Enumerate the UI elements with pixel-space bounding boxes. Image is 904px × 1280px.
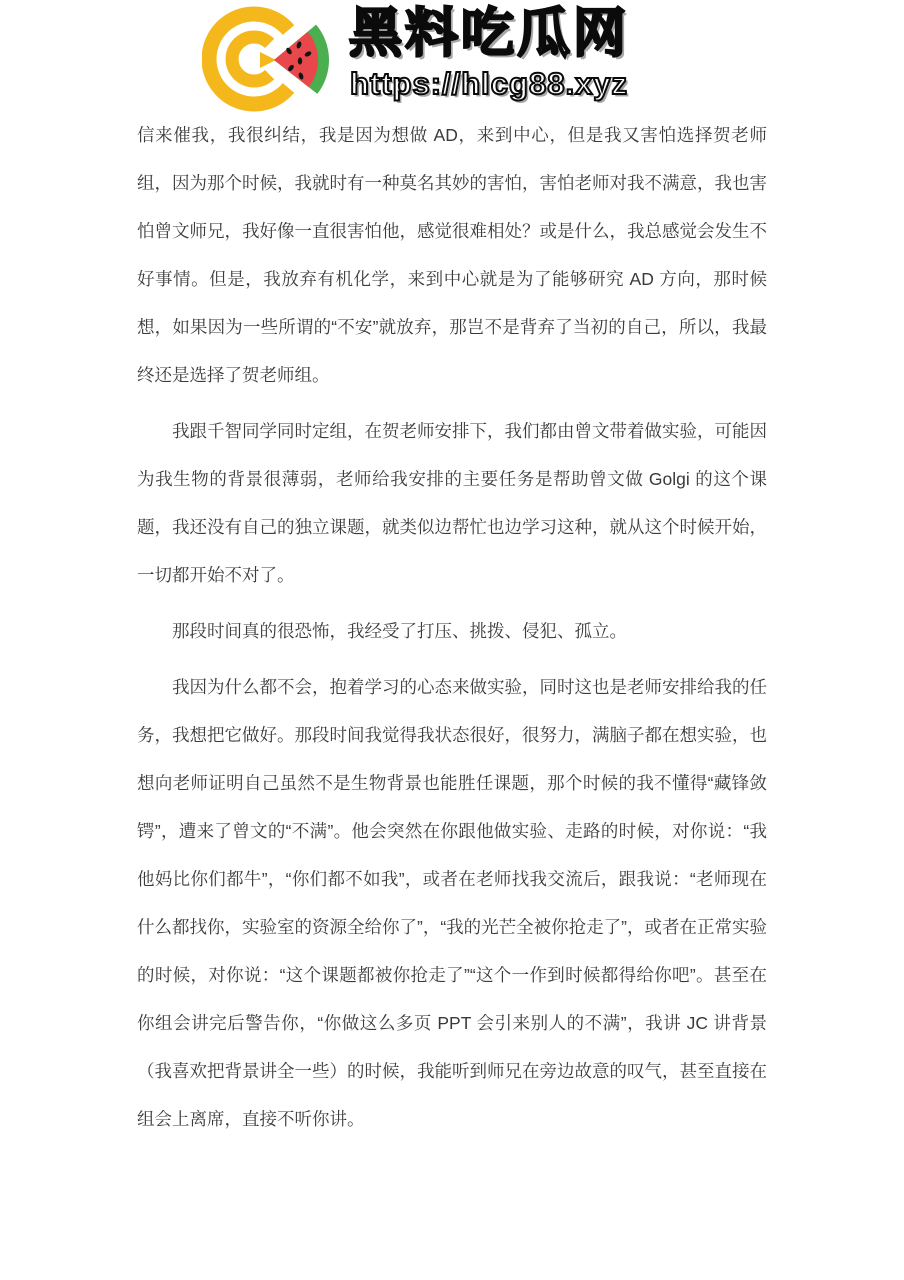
article-paragraph: 我跟千智同学同时定组，在贺老师安排下，我们都由曾文带着做实验，可能因为我生物的背景很薄弱，老师给我安排的主要任务是帮助曾文做 Golgi 的这个课题，我还没有自己的独立课题，就类似边帮忙也边学习这种，就从这个时候开始，一切都开始不对了。 — [137, 421, 767, 585]
article-paragraph: 那段时间真的很恐怖，我经受了打压、挑拨、侵犯、孤立。 — [172, 621, 627, 641]
site-name: 黑料吃瓜网 — [349, 4, 629, 63]
article-body — [137, 111, 767, 1151]
site-url: https://hlcg88.xyz — [349, 66, 629, 101]
inner-ring-tail — [260, 52, 276, 68]
article-paragraph: 信来催我，我很纠结，我是因为想做 AD，来到中心，但是我又害怕选择贺老师组，因为那个时候，我就时有一种莫名其妙的害怕，害怕老师对我不满意，我也害怕曾文师兄，我好像一直很害怕他，感觉很难相处？或是什么，我总感觉会发生不好事情。但是，我放弃有机化学，来到中心就是为了能够研究 AD 方向，那时候想，如果因为一些所谓的“不安”就放弃，那岂不是背弃了当初的自己，所以，我最终还是选择了贺老师组。 — [137, 125, 767, 385]
watermelon-flesh — [274, 32, 318, 87]
c-rings-watermelon-icon — [202, 4, 332, 114]
logo-text-block — [336, 4, 642, 102]
article-paragraph: 我因为什么都不会，抱着学习的心态来做实验，同时这也是老师安排给我的任务，我想把它做好。那段时间我觉得我状态很好，很努力，满脑子都在想实验，也想向老师证明自己虽然不是生物背景也能胜任课题，那个时候的我不懂得“藏锋敛锷”，遭来了曾文的“不满”。他会突然在你跟他做实验、走路的时候，对你说：“我他妈比你们都牛”，“你们都不如我”，或者在老师找我交流后，跟我说：“老师现在什么都找你，实验室的资源全给你了”，“我的光芒全被你抢走了”，或者在正常实验的时候，对你说：“这个课题都被你抢走了”“这个一作到时候都得给你吧”。甚至在你组会讲完后警告你，“你做这么多页 PPT 会引来别人的不满”，我讲 JC 讲背景（我喜欢把背景讲全一些）的时候，我能听到师兄在旁边故意的叹气，甚至直接在组会上离席，直接不听你讲。 — [137, 677, 767, 1129]
site-logo[interactable] — [202, 4, 642, 114]
